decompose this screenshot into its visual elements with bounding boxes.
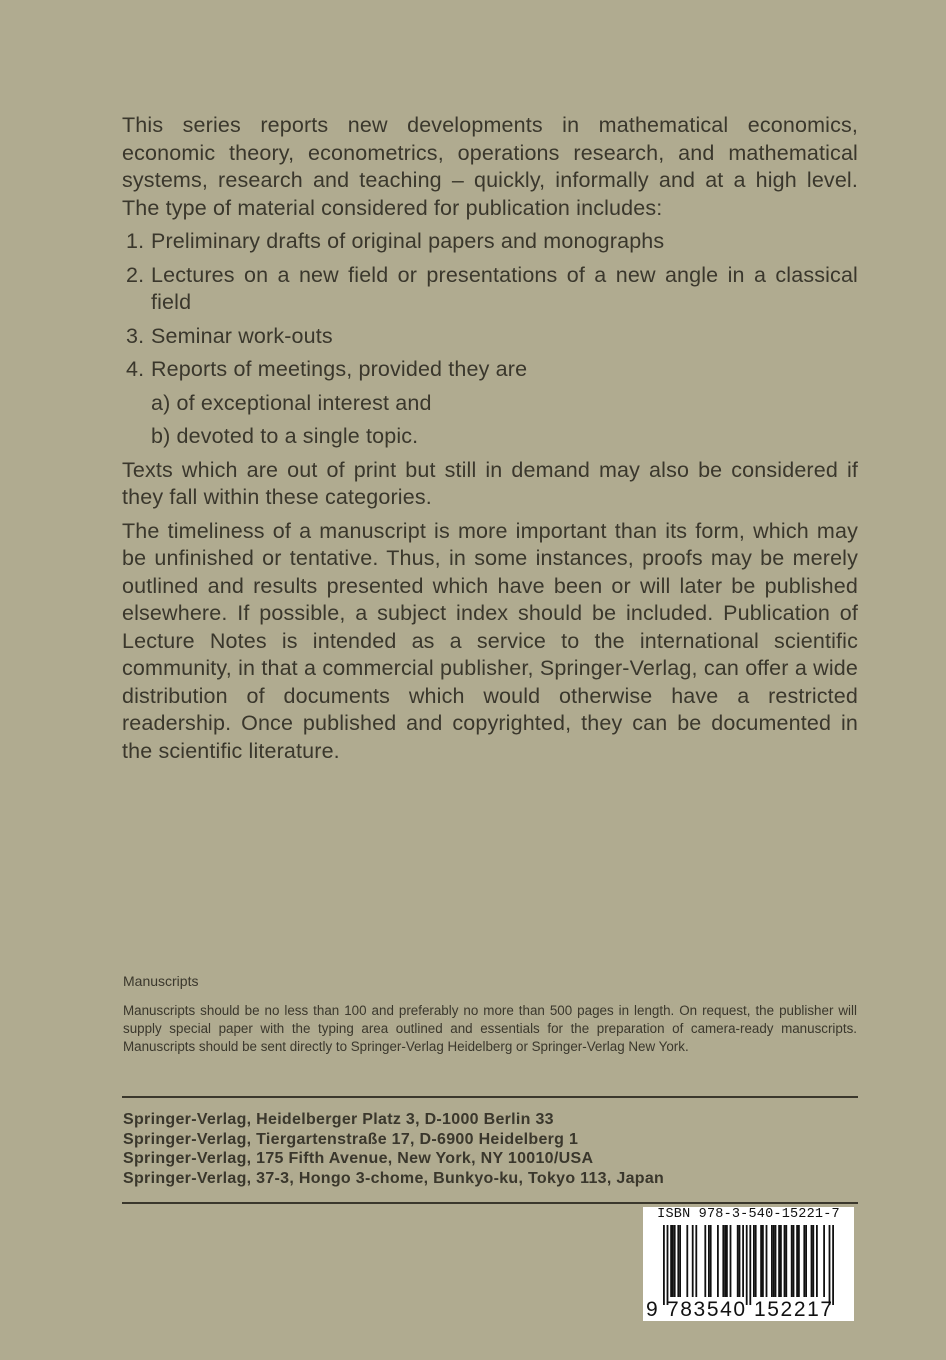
barcode-bar [670,1225,672,1297]
barcode-bar [667,1225,669,1305]
timeliness-paragraph: The timeliness of a manuscript is more important than its form, which may be unfinished or tentative. Thus, in some instances, proofs may be merely outlined and results presented which have been or will later be published elsewhere. If possible, a subject index should be included. Publication of Lecture Notes is intended as a service to the international scientific community, in that a commercial publisher, Springer-Verlag, can offer a wide distribution of documents which would otherwise have a restricted readership. Once published and copyrighted, they can be documented in the scientific literature. [122,518,858,763]
list-text: Preliminary drafts of original papers and monographs [151,229,665,253]
barcode-bar [771,1225,773,1297]
barcode-bar [811,1225,813,1297]
barcode-bar [785,1225,787,1297]
barcode-bar [798,1225,800,1297]
barcode-bar [679,1225,681,1297]
barcode-bar [766,1225,768,1297]
barcode-bar [823,1225,825,1297]
barcode-bar [717,1225,719,1297]
list-text: Seminar work-outs [151,323,333,348]
barcode-bar [704,1225,706,1297]
barcode-bar [726,1225,728,1297]
manuscripts-body: Manuscripts should be no less than 100 and preferably no more than 500 pages in length. On request, the publisher will supply special paper with the typing area outlined and essentials for the preparation of camera-ready manuscripts. Manuscripts should be sent directly to Springer-Verlag Heidelberg or Springer-Verlag New York. [123,1003,857,1054]
barcode-bar [762,1225,764,1297]
barcode-bar [730,1225,732,1297]
list-number: 2. [126,262,145,287]
barcode-bar [753,1225,755,1297]
list-number: 4. [126,357,145,381]
barcode-bar [796,1225,798,1297]
barcode-bar [760,1225,762,1297]
barcode-left-digits: 783540 [667,1298,747,1321]
sublist-item: a) of exceptional interest and [151,390,432,415]
barcode-bar [780,1225,782,1297]
barcode-bar [773,1225,775,1297]
barcode-bar [722,1225,724,1297]
barcode-bar [829,1225,831,1305]
barcode-bar [784,1225,786,1297]
material-list [122,228,858,451]
list-number: 1. [126,229,145,253]
barcode-bar [778,1225,780,1297]
barcode-bar [803,1225,805,1297]
barcode-bar [805,1225,807,1297]
barcode-bar [692,1225,694,1297]
barcode-bar [793,1225,795,1297]
list-item [122,356,858,384]
out-of-print-paragraph: Texts which are out of print but still in demand may also be considered if they fall within these categories. [122,457,858,509]
barcode-bar [775,1225,777,1297]
list-number: 3. [126,323,145,348]
barcode-bar [663,1225,665,1305]
barcode-bar [737,1225,739,1297]
barcode-bar [739,1225,741,1297]
barcode-bar [755,1225,757,1297]
barcode-first-digit: 9 [646,1298,658,1321]
barcode-bar [674,1225,676,1297]
barcode-bar [749,1225,751,1305]
barcode-bars [663,1225,835,1305]
isbn-barcode [643,1207,854,1321]
address-line: Springer-Verlag, 37-3, Hongo 3-chome, Bunkyo-ku, Tokyo 113, Japan [123,1169,665,1187]
barcode-bar [832,1225,834,1305]
barcode-right-digits: 152217 [754,1298,834,1321]
divider-rule [122,1202,858,1204]
manuscripts-heading: Manuscripts [123,973,199,989]
barcode-bar [812,1225,814,1297]
barcode-bar [710,1225,712,1297]
barcode-bar [791,1225,793,1297]
barcode-bar [724,1225,726,1297]
barcode-bar [686,1225,688,1297]
intro-paragraph: This series reports new developments in mathematical economics, economic theory, econometrics, operations research, and mathematical systems, research and teaching – quickly, informally and at a high level. The type of material considered for publication includes: [122,113,858,220]
address-line: Springer-Verlag, 175 Fifth Avenue, New York, NY 10010/USA [123,1150,594,1167]
address-block [123,1110,664,1188]
sublist-item: b) devoted to a single topic. [151,424,419,448]
list-text: Lectures on a new field or presentations of a new angle in a classical field [151,262,858,314]
list-text: Reports of meetings, provided they are [151,357,528,381]
divider-rule [122,1096,858,1098]
main-text [122,112,858,765]
barcode-bar [746,1225,748,1305]
barcode-bar [695,1225,697,1297]
barcode-bar [708,1225,710,1297]
address-line: Springer-Verlag, Heidelberger Platz 3, D-1000 Berlin 33 [123,1111,554,1128]
list-item [122,323,858,351]
list-item [122,228,858,256]
address-line: Springer-Verlag, Tiergartenstraße 17, D-6900 Heidelberg 1 [123,1130,579,1148]
list-item [122,262,858,317]
barcode-bar [742,1225,744,1297]
isbn-number: ISBN 978-3-540-15221-7 [657,1207,840,1222]
barcode-bar [672,1225,674,1297]
barcode-bar [677,1225,679,1297]
barcode-bar [816,1225,818,1297]
